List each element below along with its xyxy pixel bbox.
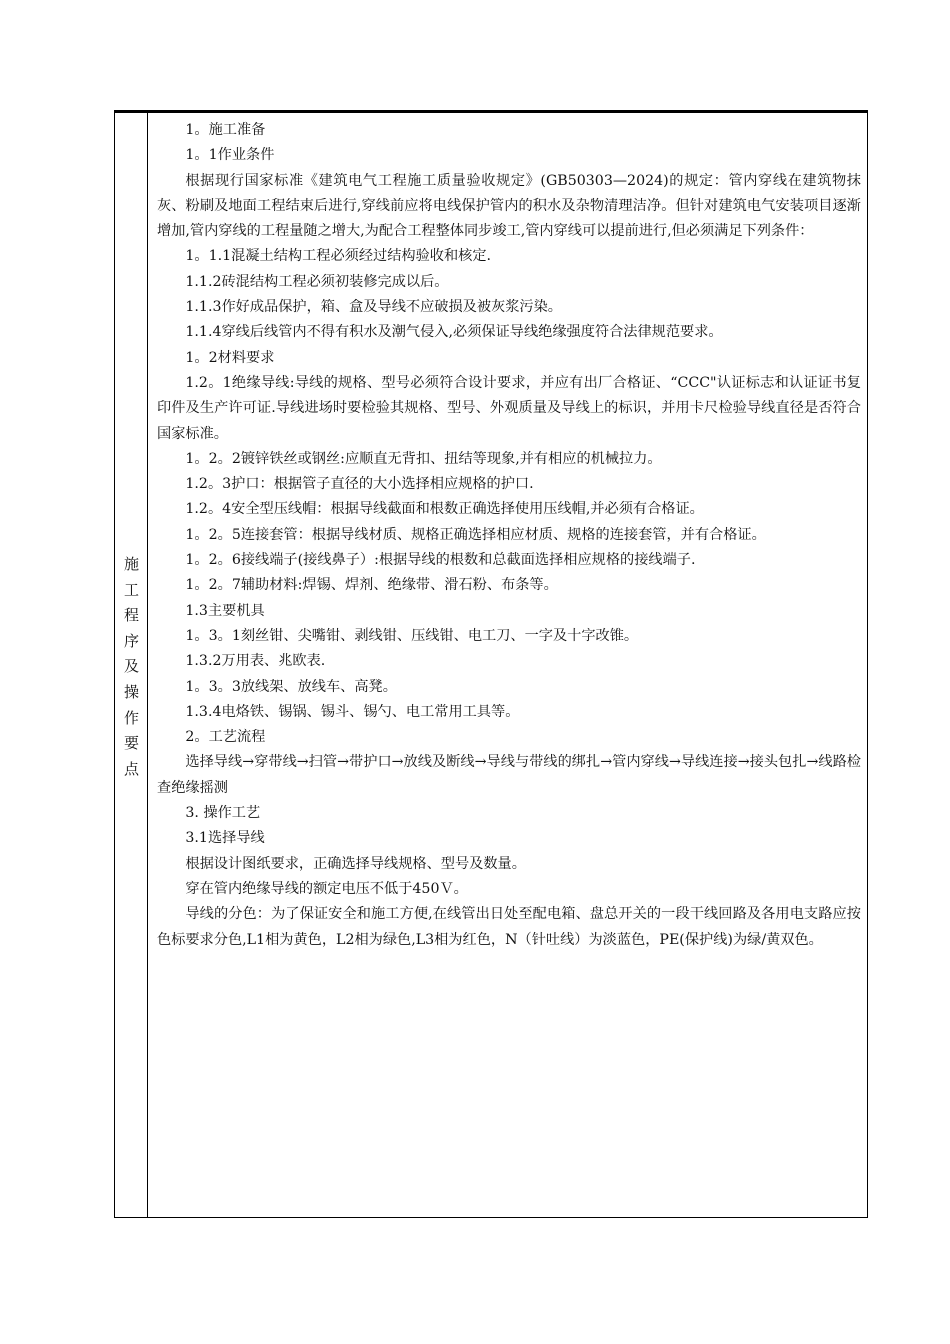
process-flow: 选择导线→穿带线→扫管→带护口→放线及断线→导线与带线的绑扎→管内穿线→导线连接→接头包扎→线路检查绝缘摇测 — [157, 754, 861, 796]
list-item: 1。3。3放线架、放线车、高凳。 — [185, 678, 397, 695]
paragraph: 根据设计图纸要求，正确选择导线规格、型号及数量。 — [185, 855, 526, 872]
list-item: 1.3.4电烙铁、锡锅、锡斗、锡勺、电工常用工具等。 — [185, 703, 520, 720]
procedure-content — [157, 118, 861, 953]
side-label-char: 作 — [123, 708, 139, 727]
list-item: 1.1.4穿线后线管内不得有积水及潮气侵入,必须保证导线绝缘强度符合法律规范要求。 — [185, 324, 723, 341]
list-item: 1.2。4安全型压线帽：根据导线截面和根数正确选择使用压线帽,并必须有合格证。 — [185, 501, 704, 518]
paragraph: 导线的分色：为了保证安全和施工方便,在线管出日处至配电箱、盘总开关的一段干线回路及各用电支路应按色标要求分色,L1相为黄色，L2相为绿色,L3相为红色，N（针吐线）为淡蓝色，PE(保护线)为绿/黄双色。 — [157, 906, 861, 948]
side-label-char: 及 — [123, 657, 139, 676]
list-item: 1.3.2万用表、兆欧表. — [185, 653, 326, 670]
list-item: 1。2。7辅助材料:焊锡、焊剂、绝缘带、滑石粉、布条等。 — [185, 577, 558, 594]
section-heading: 3. 操作工艺 — [185, 805, 261, 822]
side-label-char: 工 — [123, 580, 139, 599]
list-item: 1.2。1绝缘导线:导线的规格、型号必须符合设计要求，并应有出厂合格证、“CCC"认证标志和认证证书复印件及生产许可证.导线进场时要检验其规格、型号、外观质量及导线上的标识，并用卡尺检验导线直径是否符合国家标准。 — [157, 374, 861, 442]
side-label-char: 点 — [123, 759, 139, 778]
side-label-char: 要 — [123, 734, 139, 753]
subsection-heading: 1.3主要机具 — [185, 602, 265, 619]
list-item: 1。2。2镀锌铁丝或钢丝:应顺直无背扣、扭结等现象,并有相应的机械拉力。 — [185, 450, 662, 467]
section-heading: 2。工艺流程 — [185, 729, 266, 746]
subsection-heading: 1。1作业条件 — [185, 147, 275, 164]
list-item: 1。3。1刻丝钳、尖嘴钳、剥线钳、压线钳、电工刀、一字及十字改锥。 — [185, 627, 639, 644]
subsection-heading: 3.1选择导线 — [185, 830, 265, 847]
list-item: 1.1.2砖混结构工程必须初装修完成以后。 — [185, 273, 449, 290]
list-item: 1.1.3作好成品保护，箱、盒及导线不应破损及被灰浆污染。 — [185, 299, 562, 316]
side-label-char: 程 — [123, 606, 139, 625]
paragraph: 根据现行国家标准《建筑电气工程施工质量验收规定》(GB50303—2024)的规定：管内穿线在建筑物抹灰、粉刷及地面工程结束后进行,穿线前应将电线保护管内的积水及杂物清理洁净。但针对建筑电气安装项目逐渐增加,管内穿线的工程量随之增大,为配合工程整体同步竣工,管内穿线可以提前进行,但必须满足下列条件： — [157, 172, 861, 240]
list-item: 1.2。3护口：根据管子直径的大小选择相应规格的护口. — [185, 476, 534, 493]
list-item: 1。1.1混凝土结构工程必须经过结构验收和核定. — [185, 248, 492, 265]
side-label-char: 施 — [123, 555, 139, 573]
section-heading: 1。施工准备 — [185, 122, 266, 138]
side-label — [115, 552, 148, 782]
list-item: 1。2。6接线端子(接线鼻子）:根据导线的根数和总截面选择相应规格的接线端子. — [185, 552, 696, 569]
side-label-char: 序 — [123, 631, 139, 650]
side-label-column — [115, 113, 148, 1217]
subsection-heading: 1。2材料要求 — [185, 349, 275, 366]
list-item: 1。2。5连接套管：根据导线材质、规格正确选择相应材质、规格的连接套管，并有合格证。 — [185, 526, 766, 543]
side-label-char: 操 — [123, 682, 139, 701]
procedure-table — [114, 110, 868, 1218]
paragraph: 穿在管内绝缘导线的额定电压不低于450Ｖ。 — [185, 880, 468, 897]
